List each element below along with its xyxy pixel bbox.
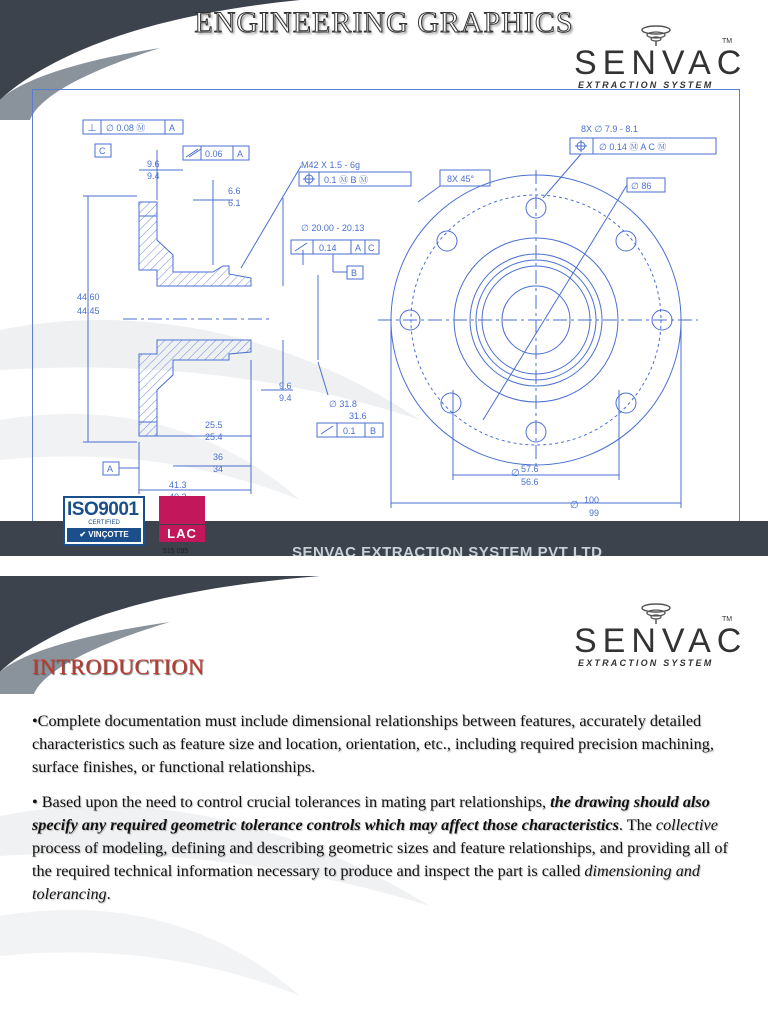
slide-body — [32, 710, 732, 918]
slide-title: ENGINEERING GRAPHICS — [194, 6, 574, 39]
lac-number: 515 095 — [163, 548, 189, 555]
fcf-runout-tol: 0.1 — [343, 426, 356, 436]
fcf-bore-datum2: C — [368, 243, 375, 253]
slide-gap — [0, 556, 768, 576]
engineering-drawing — [32, 89, 740, 549]
fcf-flat-tol: 0.06 — [205, 149, 223, 159]
logo-swirl-icon — [638, 602, 674, 624]
dia-57-6: 57.6 — [521, 464, 539, 474]
footer-company-name: SENVAC EXTRACTION SYSTEM PVT LTD — [292, 544, 603, 556]
para2-part5: process of modeling, defining and describing geometric sizes and feature relationships, and providing all of the required technical information necessary to produce and inspect the part is called — [32, 839, 728, 880]
logo-tm: TM — [722, 38, 733, 45]
paragraph-2 — [32, 791, 732, 906]
logo-tagline: EXTRACTION SYSTEM — [578, 80, 714, 90]
drawing-svg — [33, 90, 741, 550]
datum-c: C — [99, 146, 106, 156]
chamfer-callout: 8X 45° — [447, 174, 475, 184]
slide-introduction — [0, 576, 768, 1024]
iso-title: ISO9001 — [67, 499, 139, 520]
dim-25-5: 25.5 — [205, 420, 223, 430]
fcf-bore-tol: 0.14 — [319, 243, 337, 253]
dim-25-4: 25.4 — [205, 432, 223, 442]
dim-6-6: 6.6 — [228, 186, 241, 196]
para2-part1: • Based upon the need to control crucial tolerances in mating part relationships, — [32, 793, 551, 811]
lac-badge — [159, 496, 205, 555]
dia-100: 100 — [584, 495, 600, 505]
dim-34: 34 — [213, 464, 224, 474]
dia-99: 99 — [589, 508, 600, 518]
para2-dim-tol: dimensioning and tolerancing — [32, 862, 700, 903]
dia-56-6: 56.6 — [521, 477, 539, 487]
senvac-logo — [574, 24, 748, 90]
holes-callout: 8X ∅ 7.9 - 8.1 — [581, 124, 638, 134]
dim-44-45: 44.45 — [77, 306, 100, 316]
logo-tagline: EXTRACTION SYSTEM — [578, 658, 714, 668]
para2-emphasis: the drawing should also specify any required geometric tolerance controls which may affect those characteristics — [32, 793, 710, 834]
dia-prefix-100: ∅ — [570, 500, 579, 511]
dim-36: 36 — [213, 452, 224, 462]
lac-label: LAC — [159, 525, 205, 542]
logo-tm: TM — [722, 616, 733, 623]
para2-collective: collective — [655, 816, 718, 834]
fcf-flat-datum: A — [237, 149, 244, 159]
iso-vincotte: ✔ VINÇOTTE — [67, 528, 141, 542]
paragraph-1: •Complete documentation must include dimensional relationships between features, accurately detailed characteristics such as feature size and location, orientation, etc., including required precision machining, surface finishes, or functional relationships. — [32, 712, 714, 776]
dia-31-6: 31.6 — [349, 411, 367, 421]
iso-certified: CERTIFIED — [88, 520, 120, 526]
fcf-bore-datum1: A — [355, 243, 362, 253]
para2-part3: . The — [618, 816, 656, 834]
dim-44-60: 44.60 — [77, 292, 100, 302]
dim-9-6-top: 9.6 — [147, 159, 160, 169]
dim-41-3: 41.3 — [169, 480, 187, 490]
slide-heading: INTRODUCTION — [32, 654, 205, 679]
fcf-holes-tol: ∅ 0.14 Ⓜ A C Ⓜ — [599, 142, 667, 152]
bolt-circle: ∅ 86 — [631, 181, 652, 191]
logo-swirl-icon — [638, 24, 674, 46]
fcf-runout-datum: B — [370, 426, 377, 436]
lac-logo-icon — [159, 496, 205, 524]
fcf-perp-tol: ∅ 0.08 Ⓜ — [106, 123, 146, 133]
thread-callout: M42 X 1.5 - 6g — [301, 160, 361, 170]
bore-dia: ∅ 20.00 - 20.13 — [301, 223, 365, 233]
logo-word: SENVAC — [574, 622, 748, 660]
fcf-thread-tol: 0.1 Ⓜ B Ⓜ — [324, 175, 369, 185]
dim-6-1: 6.1 — [228, 198, 241, 208]
dim-9-6-bot: 9.6 — [279, 381, 292, 391]
dia-31-8: ∅ 31.8 — [329, 399, 357, 409]
datum-b: B — [351, 268, 358, 278]
dia-prefix-57: ∅ — [511, 468, 520, 479]
senvac-logo — [574, 602, 748, 668]
front-view — [378, 124, 716, 518]
dim-9-4-top: 9.4 — [147, 171, 160, 181]
para2-part7: . — [106, 885, 111, 903]
iso-9001-badge — [63, 496, 145, 546]
dim-9-4-bot: 9.4 — [279, 393, 292, 403]
fcf-perp-symbol: ⊥ — [87, 123, 97, 134]
side-view — [77, 120, 411, 502]
datum-a: A — [107, 464, 114, 474]
fcf-perp-datum: A — [169, 123, 176, 133]
logo-word: SENVAC — [574, 44, 748, 82]
